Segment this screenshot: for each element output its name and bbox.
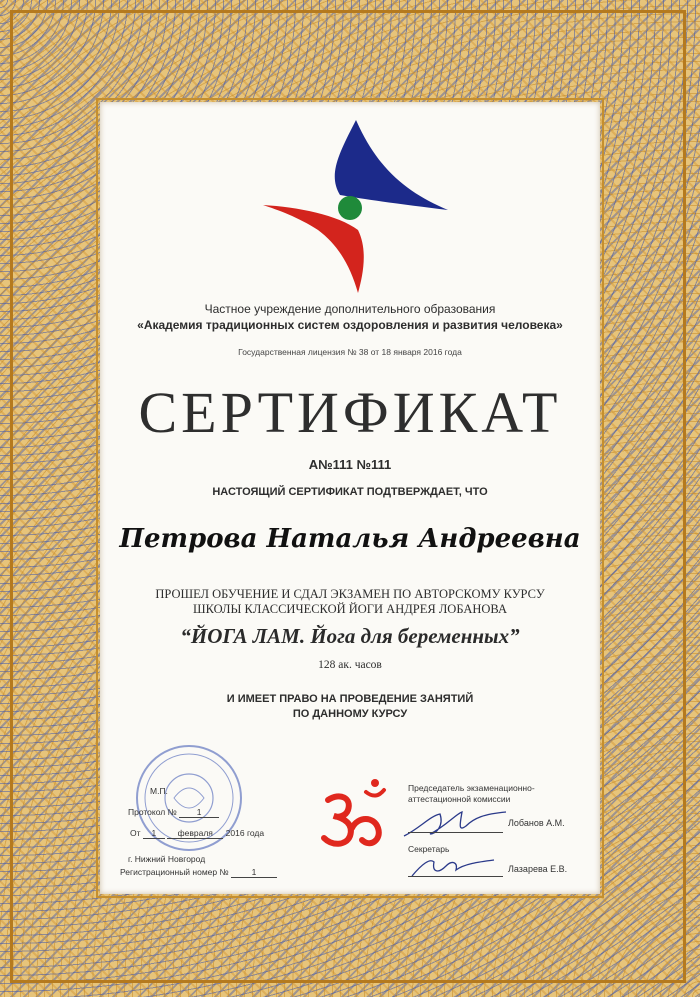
protocol-value: 1	[179, 807, 219, 818]
chair-signature-line	[408, 832, 503, 833]
chair-title-line-2: аттестационной комиссии	[408, 794, 511, 804]
registration-row	[120, 867, 277, 878]
registration-value: 1	[231, 867, 277, 878]
date-row	[130, 828, 264, 839]
certificate-title: СЕРТИФИКАТ	[138, 380, 562, 445]
recipient-name: Петрова Наталья Андреевна	[119, 524, 581, 554]
academy-logo-icon	[258, 115, 448, 295]
confirms-text: НАСТОЯЩИЙ СЕРТИФИКАТ ПОДТВЕРЖДАЕТ, ЧТО	[212, 486, 488, 498]
course-description-line-1: ПРОШЕЛ ОБУЧЕНИЕ И СДАЛ ЭКЗАМЕН ПО АВТОРСКОМУ КУРСУ	[155, 587, 545, 601]
secretary-signature	[408, 852, 498, 882]
chair-name: Лобанов А.М.	[508, 818, 565, 828]
date-prefix: От	[130, 828, 141, 838]
certificate-number: А№111 №111	[308, 457, 392, 472]
date-month: февраля	[167, 828, 223, 839]
protocol-row	[128, 807, 219, 818]
license-text: Государственная лицензия № 38 от 18 января 2016 года	[238, 347, 462, 357]
secretary-label: Секретарь	[408, 844, 450, 854]
secretary-signature-line	[408, 876, 503, 877]
seal-place-label: М.П.	[150, 786, 168, 796]
organization-line-2: «Академия традиционных систем оздоровления и развития человека»	[137, 318, 563, 332]
registration-label: Регистрационный номер №	[120, 867, 229, 877]
chair-title-line-1: Председатель экзаменационно-	[408, 783, 535, 793]
om-symbol-icon	[318, 778, 388, 850]
organization-line-1: Частное учреждение дополнительного образования	[204, 302, 496, 316]
course-name: “ЙОГА ЛАМ. Йога для беременных”	[180, 624, 520, 648]
course-description-line-2: ШКОЛЫ КЛАССИЧЕСКОЙ ЙОГИ АНДРЕЯ ЛОБАНОВА	[192, 602, 507, 616]
secretary-name: Лазарева Е.В.	[508, 864, 568, 874]
chair-signature	[400, 806, 510, 840]
city-text: г. Нижний Новгород	[128, 854, 206, 864]
date-day: 1	[143, 828, 165, 839]
course-hours: 128 ак. часов	[318, 659, 382, 671]
protocol-label: Протокол №	[128, 807, 177, 817]
date-year: 2016	[225, 828, 245, 838]
chair-title	[408, 783, 568, 805]
rights-line-1: И ИМЕЕТ ПРАВО НА ПРОВЕДЕНИЕ ЗАНЯТИЙ	[226, 693, 474, 705]
rights-line-2: ПО ДАННОМУ КУРСУ	[292, 708, 408, 720]
date-suffix: года	[246, 828, 265, 838]
